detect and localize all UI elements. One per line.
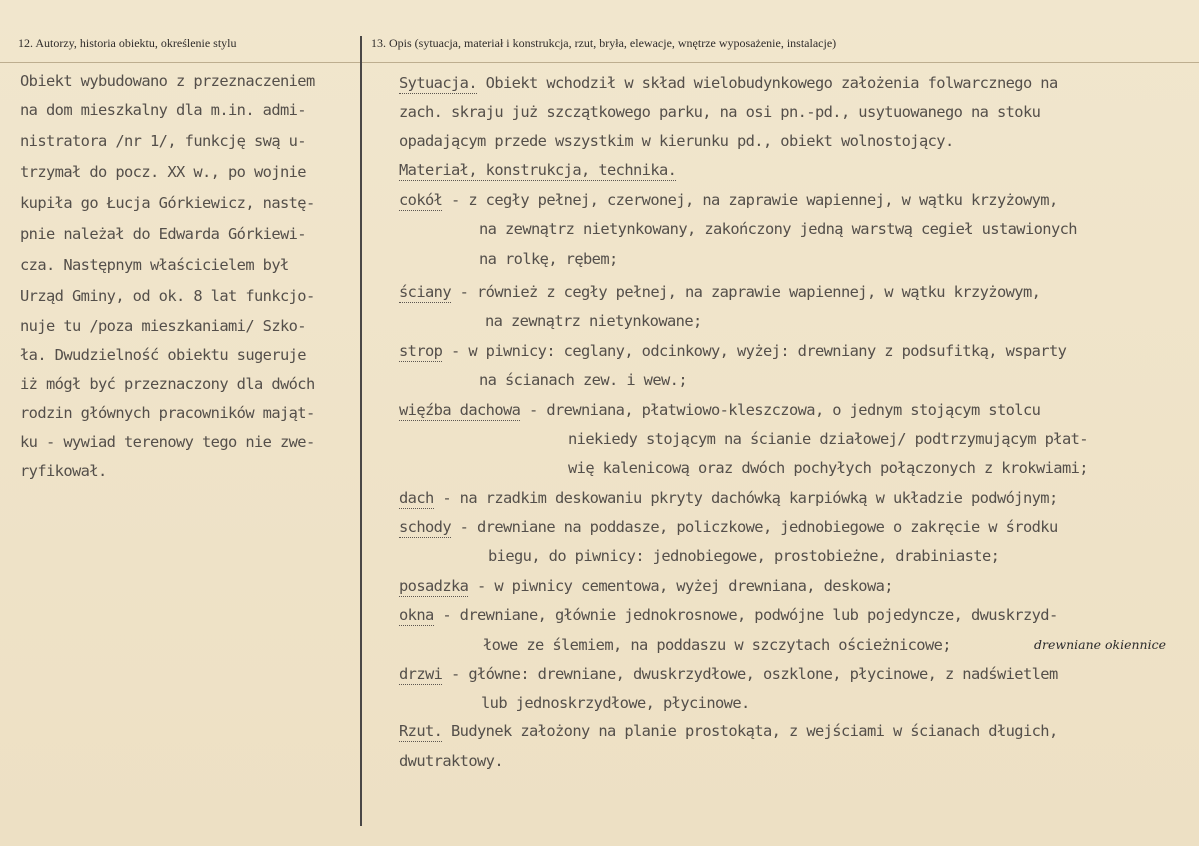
history-line: ku - wywiad terenowy tego nie zwe- — [20, 433, 315, 451]
history-line: nuje tu /poza mieszkaniami/ Szko- — [20, 317, 306, 335]
history-line: Urząd Gminy, od ok. 8 lat funkcjo- — [20, 287, 315, 305]
schody-line: biegu, do piwnicy: jednobiegowe, prostobieżne, drabiniaste; — [488, 547, 1000, 565]
strop-text: - w piwnicy: ceglany, odcinkowy, wyżej: drewniany z podsufitką, wsparty — [442, 342, 1067, 360]
wiezba-label: więźba dachowa — [399, 401, 521, 419]
history-line: trzymał do pocz. XX w., po wojnie — [20, 163, 306, 181]
wiezba-line — [399, 401, 1040, 419]
cokol-line: na zewnątrz nietynkowany, zakończony jedną warstwą cegieł ustawionych — [479, 220, 1077, 238]
handwritten-note: drewniane okiennice — [1034, 637, 1166, 652]
history-line: iż mógł być przeznaczony dla dwóch — [20, 375, 315, 393]
sytuacja-line — [399, 74, 1058, 92]
posadzka-text: - w piwnicy cementowa, wyżej drewniana, deskowa; — [468, 577, 893, 595]
history-line: nistratora /nr 1/, funkcję swą u- — [20, 132, 306, 150]
cokol-text: - z cegły pełnej, czerwonej, na zaprawie wapiennej, w wątku krzyżowym, — [442, 191, 1058, 209]
posadzka-line — [399, 577, 893, 595]
okna-text: - drewniane, głównie jednokrosnowe, podwójne lub pojedyncze, dwuskrzyd- — [433, 606, 1058, 624]
cokol-line — [399, 191, 1058, 209]
sytuacja-label: Sytuacja. — [399, 74, 477, 92]
wiezba-text: - drewniana, płatwiowo-kleszczowa, o jednym stojącym stolcu — [520, 401, 1041, 419]
sciany-label: ściany — [399, 283, 451, 301]
dach-text: - na rzadkim deskowaniu pkryty dachówką karpiówką w układzie podwójnym; — [433, 489, 1058, 507]
material-line — [399, 161, 676, 179]
okna-label: okna — [399, 606, 434, 624]
wiezba-line: wię kalenicową oraz dwóch pochyłych połączonych z krokwiami; — [568, 459, 1088, 477]
history-line: Obiekt wybudowano z przeznaczeniem — [20, 72, 315, 90]
schody-label: schody — [399, 518, 451, 536]
history-line: pnie należał do Edwarda Górkiewi- — [20, 225, 306, 243]
section-13-header: 13. Opis (sytuacja, materiał i konstrukcja, rzut, bryła, elewacje, wnętrze wyposażenie, instalacje) — [371, 36, 837, 50]
history-line: ła. Dwudzielność obiektu sugeruje — [20, 346, 306, 364]
history-line: ryfikował. — [20, 462, 107, 480]
cokol-line: na rolkę, rębem; — [479, 250, 618, 268]
history-line: cza. Następnym właścicielem był — [20, 256, 289, 274]
strop-line: na ścianach zew. i wew.; — [479, 371, 687, 389]
strop-label: strop — [399, 342, 443, 360]
history-line: na dom mieszkalny dla m.in. admi- — [20, 101, 306, 119]
wiezba-line: niekiedy stojącym na ścianie działowej/ podtrzymującym płat- — [568, 430, 1088, 448]
sytuacja-line: opadającym przede wszystkim w kierunku pd., obiekt wolnostojący. — [399, 132, 954, 150]
okna-line — [399, 606, 1058, 624]
material-label: Materiał, konstrukcja, technika. — [399, 161, 677, 179]
section-12-header: 12. Autorzy, historia obiektu, określenie stylu — [18, 36, 237, 50]
sciany-line: na zewnątrz nietynkowane; — [485, 312, 702, 330]
rzut-text: Budynek założony na planie prostokąta, z wejściami w ścianach długich, — [442, 722, 1058, 740]
drzwi-line — [399, 665, 1058, 683]
cokol-label: cokół — [399, 191, 443, 209]
dach-line — [399, 489, 1058, 507]
sytuacja-line: zach. skraju już szczątkowego parku, na osi pn.-pd., usytuowanego na stoku — [399, 103, 1041, 121]
dach-label: dach — [399, 489, 434, 507]
schody-line — [399, 518, 1058, 536]
strop-line — [399, 342, 1066, 360]
schody-text: - drewniane na poddasze, policzkowe, jednobiegowe o zakręcie w środku — [451, 518, 1058, 536]
header-divider — [0, 62, 1199, 63]
drzwi-line: lub jednoskrzydłowe, płycinowe. — [481, 694, 750, 712]
rzut-line: dwutraktowy. — [399, 752, 503, 770]
history-line: kupiła go Łucja Górkiewicz, nastę- — [20, 194, 315, 212]
drzwi-label: drzwi — [399, 665, 443, 683]
sciany-text: - również z cegły pełnej, na zaprawie wapiennej, w wątku krzyżowym, — [451, 283, 1041, 301]
sytuacja-text: Obiekt wchodził w skład wielobudynkowego założenia folwarcznego na — [477, 74, 1058, 92]
okna-line: łowe ze ślemiem, na poddaszu w szczytach ościeżnicowe; — [483, 636, 951, 654]
history-line: rodzin głównych pracowników mająt- — [20, 404, 315, 422]
drzwi-text: - główne: drewniane, dwuskrzydłowe, oszklone, płycinowe, z nadświetlem — [442, 665, 1058, 683]
posadzka-label: posadzka — [399, 577, 469, 595]
column-divider — [360, 36, 362, 826]
rzut-label: Rzut. — [399, 722, 443, 740]
sciany-line — [399, 283, 1040, 301]
rzut-line — [399, 722, 1058, 740]
